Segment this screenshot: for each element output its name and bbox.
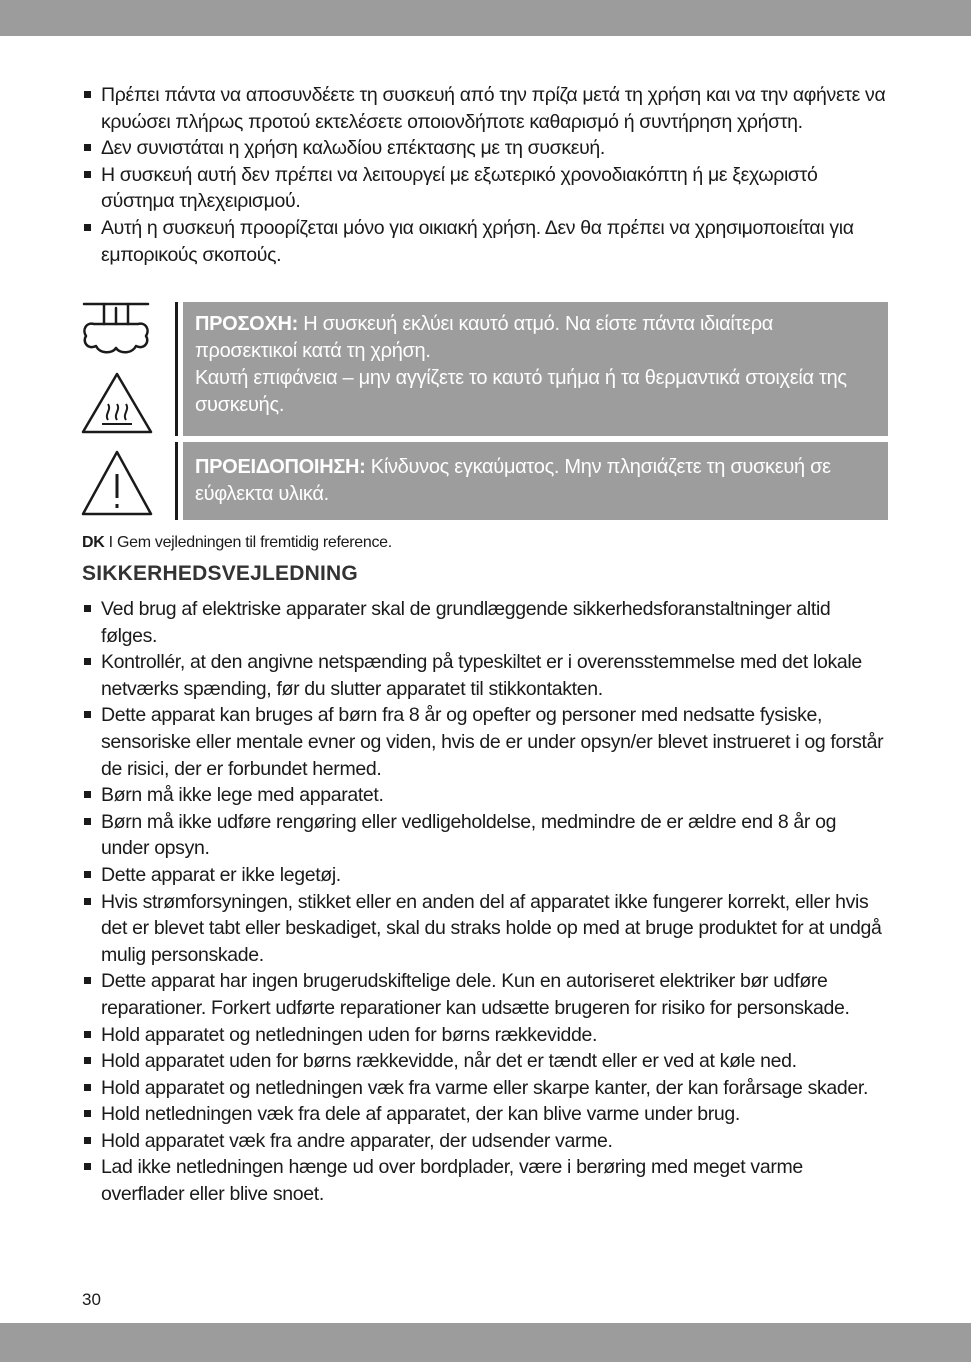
steam-icon [80, 300, 156, 362]
reference-text: I Gem vejledningen til fremtidig reference. [104, 534, 392, 551]
language-code: DK [82, 534, 105, 551]
hot-surface-icon [80, 370, 154, 436]
footer-band [0, 1323, 971, 1362]
language-reference-line [82, 534, 392, 552]
caution-text-2: Καυτή επιφάνεια – μην αγγίζετε το καυτό τμήμα ή τα θερμαντικά στοιχεία της συσκευής. [195, 367, 847, 416]
warning-triangle-icon [80, 448, 154, 520]
list-item: Lad ikke netledningen hænge ud over bordplader, være i berøring med meget varme overflader eller blive snoet. [82, 1154, 888, 1207]
caution-box [183, 302, 888, 436]
list-item: Dette apparat har ingen brugerudskiftelige dele. Kun en autoriseret elektriker bør udføre reparationer. Forkert udførte reparationer kan udsætte brugeren for risiko for personskade. [82, 968, 888, 1021]
list-item: Hold apparatet og netledningen uden for børns rækkevidde. [82, 1022, 888, 1049]
warning-text: Κίνδυνος εγκαύματος. Μην πλησιάζετε τη συσκευή σε εύφλεκτα υλικά. [195, 456, 831, 505]
list-item: Δεν συνιστάται η χρήση καλωδίου επέκτασης με τη συσκευή. [82, 135, 888, 162]
list-item: Η συσκευή αυτή δεν πρέπει να λειτουργεί με εξωτερικό χρονοδιακόπτη ή με ξεχωριστό σύστημα τηλεχειρισμού. [82, 162, 888, 215]
caution-label: ΠΡΟΣΟΧΗ: [195, 313, 298, 335]
page-number: 30 [82, 1290, 101, 1309]
caution-text: Η συσκευή εκλύει καυτό ατμό. Να είστε πάντα ιδιαίτερα προσεκτικοί κατά τη χρήση. [195, 313, 774, 362]
list-item: Hold apparatet uden for børns rækkevidde, når det er tændt eller er ved at køle ned. [82, 1048, 888, 1075]
list-item: Αυτή η συσκευή προορίζεται μόνο για οικιακή χρήση. Δεν θα πρέπει να χρησιμοποιείται για εμπορικούς σκοπούς. [82, 215, 888, 268]
caution-block [80, 300, 888, 438]
list-item: Ved brug af elektriske apparater skal de grundlæggende sikkerhedsforanstaltninger altid følges. [82, 596, 888, 649]
list-item: Dette apparat kan bruges af børn fra 8 år og opefter og personer med nedsatte fysiske, sensoriske eller mentale evner og viden, hvis de er under opsyn/er blevet instrueret i og forstår de risici, der er forbundet hermed. [82, 702, 888, 782]
warning-block [80, 442, 888, 522]
divider [175, 302, 178, 436]
warning-label: ΠΡΟΕΙΔΟΠΟΙΗΣΗ: [195, 456, 366, 478]
warning-box [183, 442, 888, 520]
list-item: Hvis strømforsyningen, stikket eller en anden del af apparatet ikke fungerer korrekt, eller hvis det er blevet tabt eller beskadiget, skal du straks holde op med at bruge produktet for at undgå mulig personskade. [82, 889, 888, 969]
list-item: Hold netledningen væk fra dele af apparatet, der kan blive varme under brug. [82, 1101, 888, 1128]
greek-safety-list [82, 82, 888, 268]
section-title: SIKKERHEDSVEJLEDNING [82, 562, 358, 585]
list-item: Hold apparatet og netledningen væk fra varme eller skarpe kanter, der kan forårsage skader. [82, 1075, 888, 1102]
danish-safety-list [82, 596, 888, 1208]
list-item: Dette apparat er ikke legetøj. [82, 862, 888, 889]
header-band [0, 0, 971, 36]
list-item: Hold apparatet væk fra andre apparater, der udsender varme. [82, 1128, 888, 1155]
list-item: Børn må ikke udføre rengøring eller vedligeholdelse, medmindre de er ældre end 8 år og under opsyn. [82, 809, 888, 862]
divider [175, 442, 178, 520]
list-item: Kontrollér, at den angivne netspænding på typeskiltet er i overensstemmelse med det lokale netværks spænding, før du slutter apparatet til stikkontakten. [82, 649, 888, 702]
list-item: Πρέπει πάντα να αποσυνδέετε τη συσκευή από την πρίζα μετά τη χρήση και να την αφήνετε να κρυώσει πλήρως προτού εκτελέσετε οποιονδήποτε καθαρισμό ή συντήρηση χρήστη. [82, 82, 888, 135]
list-item: Børn må ikke lege med apparatet. [82, 782, 888, 809]
